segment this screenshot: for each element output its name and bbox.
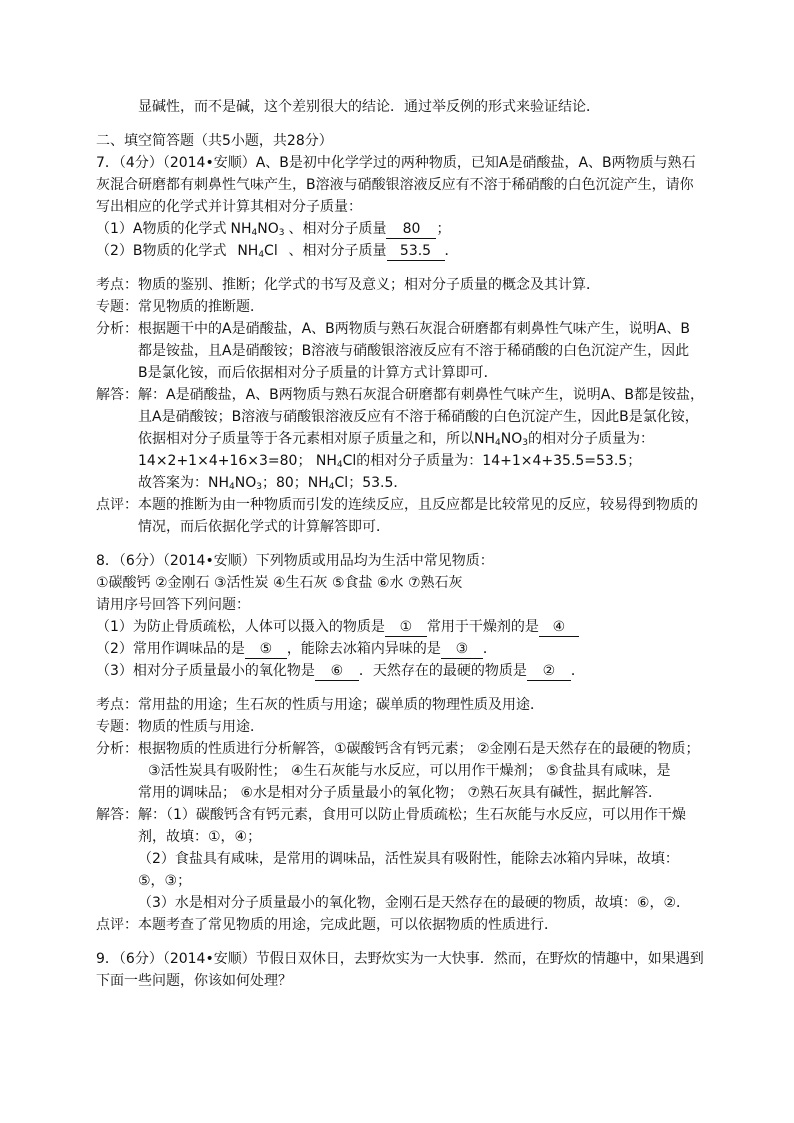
formula-subscript: 3 bbox=[522, 438, 528, 448]
text-span: NO bbox=[500, 431, 523, 447]
formula-subscript: 3 bbox=[256, 482, 262, 492]
text-span: （1）为防止骨质疏松，人体可以摄入的物质是 bbox=[96, 619, 385, 635]
text-span: 故答案为：NH bbox=[138, 475, 229, 491]
text-span: ；80；NH bbox=[261, 475, 329, 491]
text-span: NO bbox=[234, 475, 257, 491]
answer-blank: 80 bbox=[386, 220, 436, 239]
answer-blank: ① bbox=[385, 618, 427, 637]
text-span: Cl的相对分子质量为：14+1×4+35.5=53.5； bbox=[342, 453, 642, 469]
text-span: ． bbox=[570, 663, 585, 679]
analysis-line: 分析：根据物质的性质进行分析解答，①碳酸钙含有钙元素； ②金刚石是天然存在的最硬的物质； bbox=[96, 741, 700, 757]
section-heading: 二、填空简答题（共5小题，共28分） bbox=[96, 133, 333, 149]
text-span: （2）常用作调味品的是 bbox=[96, 641, 245, 657]
analysis-line: ③活性炭具有吸附性； ④生石灰能与水反应，可以用作干燥剂； ⑤食盐具有咸味，是 bbox=[148, 763, 671, 779]
answer-blank: 53.5 bbox=[387, 242, 445, 261]
text-span: ． bbox=[444, 243, 459, 259]
question-7-line: 写出相应的化学式并计算其相对分子质量： bbox=[96, 199, 362, 215]
question-8-line: 8．（6分）（2014•安顺）下列物质或用品均为生活中常见物质： bbox=[96, 553, 494, 569]
question-9-line: 9．（6分）（2014•安顺）节假日双休日，去野炊实为一大快事．然而，在野炊的情趣中，如果遇到 bbox=[96, 951, 704, 967]
solution-line bbox=[96, 450, 710, 472]
text-span: ． bbox=[482, 641, 497, 657]
formula-subscript: 4 bbox=[328, 482, 335, 492]
solution-line: 解答：解：A是硝酸盐，A、B两物质与熟石灰混合研磨都有刺鼻性气味产生，说明A、B都是铵盐， bbox=[96, 387, 704, 403]
kaodian-line: 考点：常用盐的用途；生石灰的性质与用途；碳单质的物理性质及用途． bbox=[96, 697, 544, 713]
comment-line: 点评：本题的推断为由一种物质而引发的连续反应，且反应都是比较常见的反应，较易得到物质的 bbox=[96, 497, 698, 513]
answer-blank bbox=[226, 220, 288, 240]
text-span: Cl；53.5． bbox=[334, 475, 408, 491]
comment-line: 点评：本题考查了常见物质的用途，完成此题，可以依据物质的性质进行． bbox=[96, 917, 558, 933]
analysis-line: 都是铵盐，且A是硝酸铵；B溶液与硝酸银溶液反应有不溶于稀硝酸的白色沉淀产生，因此 bbox=[138, 343, 690, 359]
formula-text: NH bbox=[237, 243, 259, 259]
document-page bbox=[96, 96, 710, 992]
question-7-line: 灰混合研磨都有刺鼻性气味产生，B溶液与硝酸银溶液反应有不溶于稀硝酸的白色沉淀产生，请你 bbox=[96, 177, 694, 193]
text-span: 14×2+1×4+16×3=80； NH bbox=[138, 453, 337, 469]
question-8-options: ①碳酸钙 ②金刚石 ③活性炭 ④生石灰 ⑤食盐 ⑥水 ⑦熟石灰 bbox=[96, 575, 463, 591]
formula-subscript: 4 bbox=[495, 438, 501, 448]
question-7-part-2 bbox=[96, 240, 710, 262]
formula-text: NH bbox=[230, 221, 252, 237]
formula-subscript: 4 bbox=[258, 250, 265, 260]
answer-blank: ⑥ bbox=[315, 662, 359, 681]
solution-line: 解答：解：（1）碳酸钙含有钙元素，食用可以防止骨质疏松；生石灰能与水反应，可以用作干燥 bbox=[96, 807, 686, 823]
analysis-line: B是氯化铵，而后依据相对分子质量的计算方式计算即可． bbox=[138, 365, 498, 381]
solution-line bbox=[96, 428, 710, 450]
analysis-line: 分析：根据题干中的A是硝酸盐，A、B两物质与熟石灰混合研磨都有刺鼻性气味产生，说明A、B bbox=[96, 321, 690, 337]
question-8-line: 请用序号回答下列问题： bbox=[96, 597, 250, 613]
question-7-line: 7．（4分）（2014•安顺）A、B是初中化学学过的两种物质，已知A是硝酸盐，A、B两物质与熟石 bbox=[96, 155, 696, 171]
answer-blank: ② bbox=[527, 662, 571, 681]
text-span: （2）B物质的化学式 bbox=[96, 243, 227, 259]
text-span: （3）相对分子质量最小的氧化物是 bbox=[96, 663, 315, 679]
answer-blank: ⑤ bbox=[245, 640, 287, 659]
formula-subscript: 4 bbox=[336, 460, 343, 470]
comment-line: 情况，而后依据化学式的计算解答即可． bbox=[138, 519, 390, 535]
text-span: ，能除去冰箱内异味的是 bbox=[286, 641, 441, 657]
formula-text: NO bbox=[257, 221, 279, 237]
solution-line: ⑤，③； bbox=[138, 873, 192, 889]
zhuanti-line: 专题：常见物质的推断题． bbox=[96, 299, 264, 315]
text-span: 常用于干燥剂的是 bbox=[426, 619, 539, 635]
formula-text: Cl bbox=[264, 243, 278, 259]
solution-line bbox=[96, 472, 710, 494]
question-8-part-2 bbox=[96, 638, 710, 660]
solution-line: （2）食盐具有咸味，是常用的调味品，活性炭具有吸附性，能除去冰箱内异味，故填： bbox=[138, 851, 679, 867]
solution-line: 且A是硝酸铵；B溶液与硝酸银溶液反应有不溶于稀硝酸的白色沉淀产生，因此B是氯化铵， bbox=[138, 409, 699, 425]
text-span: 、相对分子质量 bbox=[288, 243, 387, 259]
formula-subscript: 3 bbox=[278, 228, 285, 238]
text-span: ； bbox=[436, 221, 451, 237]
formula-subscript: 4 bbox=[229, 482, 235, 492]
kaodian-line: 考点：物质的鉴别、推断；化学式的书写及意义；相对分子质量的概念及其计算． bbox=[96, 277, 600, 293]
question-9-line: 下面一些问题，你该如何处理？ bbox=[96, 973, 292, 989]
text-span: 依据相对分子质量等于各元素相对原子质量之和，所以NH bbox=[138, 431, 495, 447]
answer-blank: ④ bbox=[539, 618, 579, 637]
text-span: 的相对分子质量为： bbox=[527, 431, 654, 447]
question-8-part-1 bbox=[96, 616, 710, 638]
text-span: （1）A物质的化学式 bbox=[96, 221, 227, 237]
text-span: ．天然存在的最硬的物质是 bbox=[358, 663, 527, 679]
answer-blank bbox=[227, 242, 289, 262]
text-line: 显碱性，而不是碱，这个差别很大的结论．通过举反例的形式来验证结论． bbox=[138, 99, 600, 115]
solution-line: （3）水是相对分子质量最小的氧化物，金刚石是天然存在的最硬的物质，故填：⑥，②． bbox=[138, 895, 691, 911]
text-span: 、相对分子质量 bbox=[288, 221, 387, 237]
solution-line: 剂，故填：①，④； bbox=[138, 829, 262, 845]
answer-blank: ③ bbox=[441, 640, 483, 659]
question-7-part-1 bbox=[96, 218, 710, 240]
question-8-part-3 bbox=[96, 660, 710, 682]
formula-subscript: 4 bbox=[251, 228, 258, 238]
analysis-line: 常用的调味品； ⑥水是相对分子质量最小的氧化物； ⑦熟石灰具有碱性，据此解答． bbox=[138, 785, 662, 801]
zhuanti-line: 专题：物质的性质与用途． bbox=[96, 719, 264, 735]
